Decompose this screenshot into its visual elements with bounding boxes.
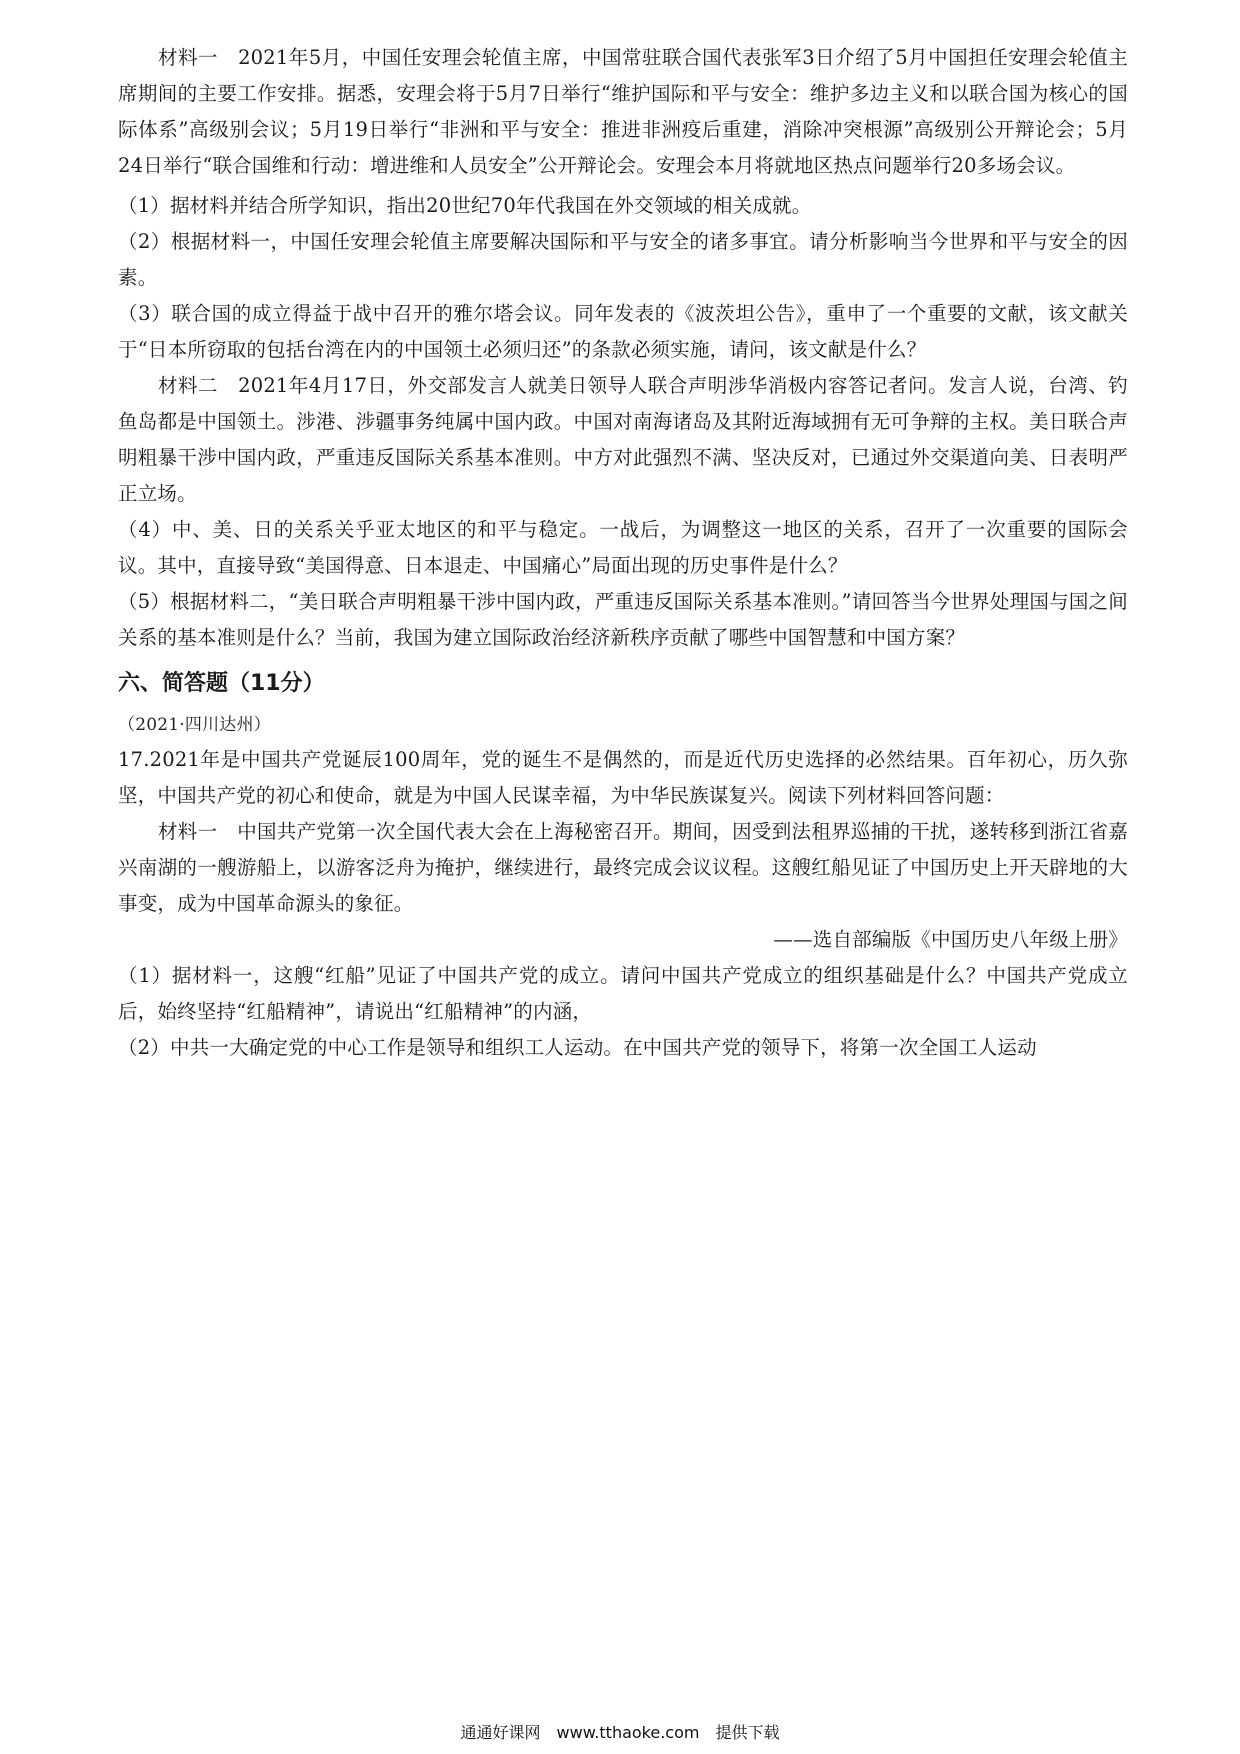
q17-question-1: （1）据材料一，这艘“红船”见证了中国共产党的成立。请问中国共产党成立的组织基础是什么？中国共产党成立后，始终坚持“红船精神”，请说出“红船精神”的内涵， (118, 964, 1128, 1023)
q17-material-one: 材料一 中国共产党第一次全国代表大会在上海秘密召开。期间，因受到法租界巡捕的干扰，遂转移到浙江省嘉兴南湖的一艘游船上，以游客泛舟为掩护，继续进行，最终完成会议议程。这艘红船见证了中国历史上开天辟地的大事变，成为中国革命源头的象征。 (118, 820, 1128, 915)
question-5: （5）根据材料二，“美日联合声明粗暴干涉中国内政，严重违反国际关系基本准则。”请回答当今世界处理国与国之间关系的基本准则是什么？当前，我国为建立国际政治经济新秩序贡献了哪些中国智慧和中国方案？ (118, 590, 1128, 649)
q17-question-2: （2）中共一大确定党的中心工作是领导和组织工人运动。在中国共产党的领导下，将第一次全国工人运动 (118, 1036, 1037, 1059)
document-page (118, 40, 1128, 1066)
section-heading: 六、简答题（11分） (118, 671, 325, 696)
page-footer: 通通好课网 www.tthaoke.com 提供下载 (460, 1723, 780, 1742)
question-2: （2）根据材料一，中国任安理会轮值主席要解决国际和平与安全的诸多事宜。请分析影响当今世界和平与安全的因素。 (118, 230, 1128, 289)
material-two: 材料二 2021年4月17日，外交部发言人就美日领导人联合声明涉华消极内容答记者问。发言人说，台湾、钓鱼岛都是中国领土。涉港、涉疆事务纯属中国内政。中国对南海诸岛及其附近海域拥有无可争辩的主权。美日联合声明粗暴干涉中国内政，严重违反国际关系基本准则。中方对此强烈不满、坚决反对，已通过外交渠道向美、日表明严正立场。 (118, 374, 1128, 505)
question-4: （4）中、美、日的关系关乎亚太地区的和平与稳定。一战后，为调整这一地区的关系，召开了一次重要的国际会议。其中，直接导致“美国得意、日本退走、中国痛心”局面出现的历史事件是什么？ (118, 518, 1128, 577)
question-17-stem: 17.2021年是中国共产党诞辰100周年，党的诞生不是偶然的，而是近代历史选择的必然结果。百年初心，历久弥坚，中国共产党的初心和使命，就是为中国人民谋幸福，为中华民族谋复兴。阅读下列材料回答问题： (118, 748, 1128, 807)
question-1: （1）据材料并结合所学知识，指出20世纪70年代我国在外交领域的相关成就。 (118, 194, 812, 217)
question-3: （3）联合国的成立得益于战中召开的雅尔塔会议。同年发表的《波茨坦公告》，重申了一个重要的文献，该文献关于“日本所窃取的包括台湾在内的中国领土必须归还”的条款必须实施，请问，该文献是什么？ (118, 302, 1128, 361)
citation: ——选自部编版《中国历史八年级上册》 (773, 928, 1128, 951)
question-source: （2021·四川达州） (118, 715, 271, 735)
material-one: 材料一 2021年5月，中国任安理会轮值主席，中国常驻联合国代表张军3日介绍了5月中国担任安理会轮值主席期间的主要工作安排。据悉，安理会将于5月7日举行“维护国际和平与安全：维护多边主义和以联合国为核心的国际体系”高级别会议；5月19日举行“非洲和平与安全：推进非洲疫后重建，消除冲突根源”高级别公开辩论会；5月24日举行“联合国维和行动：增进维和人员安全”公开辩论会。安理会本月将就地区热点问题举行20多场会议。 (118, 46, 1128, 177)
